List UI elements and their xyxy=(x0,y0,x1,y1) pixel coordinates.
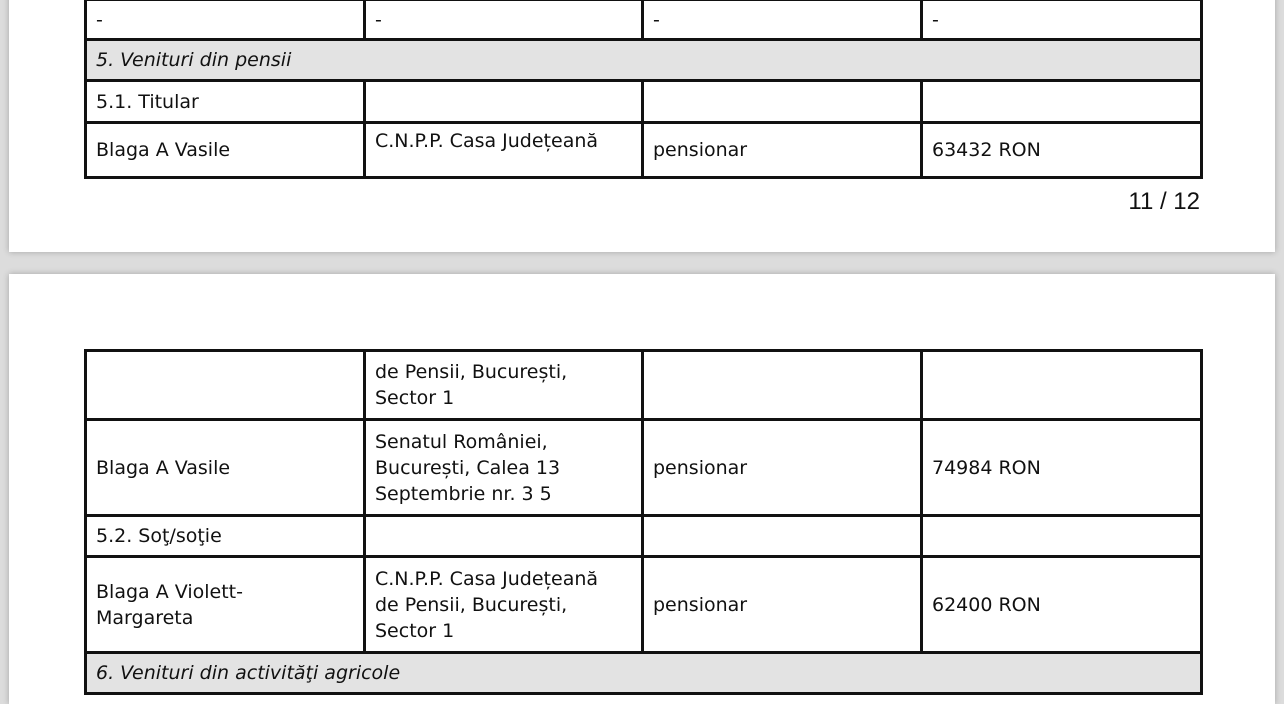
subsection-title: 5.1. Titular xyxy=(86,81,365,123)
income-cell: 74984 RON xyxy=(922,420,1202,516)
table-row xyxy=(86,351,1202,420)
table-row xyxy=(86,0,1202,40)
document-page-12 xyxy=(9,274,1275,704)
table-cell: - xyxy=(922,0,1202,40)
source-cell: Senatul României, București, Calea 13 Septembrie nr. 3 5 xyxy=(365,420,643,516)
subsection-title: 5.2. Soţ/soţie xyxy=(86,516,365,557)
service-cell: pensionar xyxy=(643,420,922,516)
table-cell xyxy=(643,351,922,420)
income-cell: 63432 RON xyxy=(922,123,1202,178)
table-cell xyxy=(643,516,922,557)
source-cell: C.N.P.P. Casa Județeană de Pensii, București, Sector 1 xyxy=(365,557,643,653)
service-cell: pensionar xyxy=(643,123,922,178)
subsection-row xyxy=(86,81,1202,123)
income-cell: 62400 RON xyxy=(922,557,1202,653)
section-title: 6. Venituri din activităţi agricole xyxy=(86,653,1202,694)
document-page-11 xyxy=(9,0,1275,252)
beneficiary-cell: Blaga A Vasile xyxy=(86,420,365,516)
section-header-row xyxy=(86,40,1202,81)
source-cell: C.N.P.P. Casa Județeană xyxy=(365,123,643,178)
table-cell xyxy=(86,351,365,420)
source-cell: de Pensii, București, Sector 1 xyxy=(365,351,643,420)
table-row xyxy=(86,557,1202,653)
beneficiary-cell: Blaga A Violett- Margareta xyxy=(86,557,365,653)
table-cell xyxy=(922,81,1202,123)
table-cell: - xyxy=(643,0,922,40)
table-cell xyxy=(365,81,643,123)
table-cell: - xyxy=(365,0,643,40)
table-cell xyxy=(643,81,922,123)
table-row xyxy=(86,123,1202,178)
section-title: 5. Venituri din pensii xyxy=(86,40,1202,81)
page-number: 11 / 12 xyxy=(1128,188,1200,215)
table-cell xyxy=(922,516,1202,557)
table-row xyxy=(86,420,1202,516)
subsection-row xyxy=(86,516,1202,557)
table-cell xyxy=(922,351,1202,420)
table-cell: - xyxy=(86,0,365,40)
income-table-page-11 xyxy=(84,0,1203,179)
beneficiary-cell: Blaga A Vasile xyxy=(86,123,365,178)
service-cell: pensionar xyxy=(643,557,922,653)
table-cell xyxy=(365,516,643,557)
section-header-row xyxy=(86,653,1202,694)
income-table-page-12 xyxy=(84,349,1203,695)
